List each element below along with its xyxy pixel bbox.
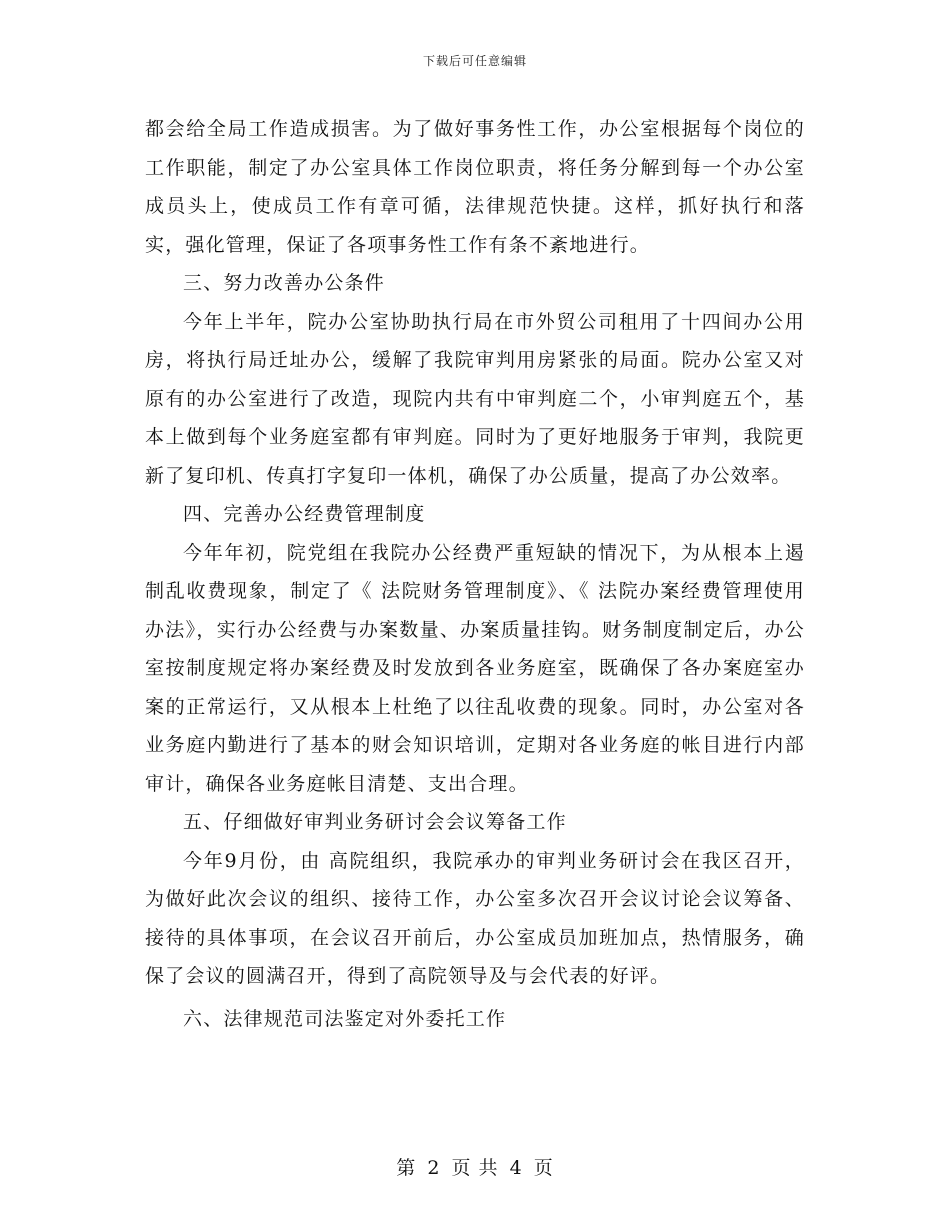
page-header: 下载后可任意编辑 <box>422 54 527 68</box>
section-heading-3: 三、努力改善办公条件 <box>183 272 386 294</box>
section-heading-5: 五、仔细做好审判业务研讨会会议筹备工作 <box>183 811 567 833</box>
section-heading-6: 六、法律规范司法鉴定对外委托工作 <box>183 1007 507 1030</box>
page-number: 2 <box>427 1157 441 1179</box>
footer-suffix: 页 <box>533 1157 554 1179</box>
paragraph-funding-management: 今年年初，院党组在我院办公经费严重短缺的情况下，为从根本上遏制乱收费现象，制定了《 法院财务管理制度》、《 法院办案经费管理使用办法》，实行办公经费与办案数量、办案质量挂钩。财务制度制定后，办公室按制度规定将办案经费及时发放到各业务庭室，既确保了各办案庭室办案的正常运行，又从根本上杜绝了以往乱收费的现象。同时，办公室对各业务庭内勤进行了基本的财会知识培训，定期对各业务庭的帐目进行内部审计，确保各业务庭帐目清楚、支出合理。 <box>145 541 805 795</box>
paragraph-seminar-preparation: 今年9月份，由 高院组织，我院承办的审判业务研讨会在我区召开，为做好此次会议的组织、接待工作，办公室多次召开会议讨论会议筹备、接待的具体事项，在会议召开前后，办公室成员加班加点，热情服务，确保了会议的圆满召开，得到了高院领导及与会代表的好评。 <box>145 849 805 987</box>
section-heading-4: 四、完善办公经费管理制度 <box>183 503 426 525</box>
paragraph-office-conditions: 今年上半年，院办公室协助执行局在市外贸公司租用了十四间办公用房，将执行局迁址办公，缓解了我院审判用房紧张的局面。院办公室又对原有的办公室进行了改造，现院内共有中审判庭二个，小审判庭五个，基本上做到每个业务庭室都有审判庭。同时为了更好地服务于审判，我院更新了复印机、传真打字复印一体机，确保了办公质量，提高了办公效率。 <box>145 310 805 487</box>
total-pages: 4 <box>509 1157 523 1179</box>
document-body <box>145 110 805 1038</box>
footer-middle: 页 共 <box>451 1157 499 1179</box>
paragraph-continuation: 都会给全局工作造成损害。为了做好事务性工作，办公室根据每个岗位的工作职能，制定了办公室具体工作岗位职责，将任务分解到每一个办公室成员头上，使成员工作有章可循，法律规范快捷。这样，抓好执行和落实，强化管理，保证了各项事务性工作有条不紊地进行。 <box>145 118 805 256</box>
footer-prefix: 第 <box>396 1157 417 1179</box>
page-footer <box>0 1153 950 1180</box>
